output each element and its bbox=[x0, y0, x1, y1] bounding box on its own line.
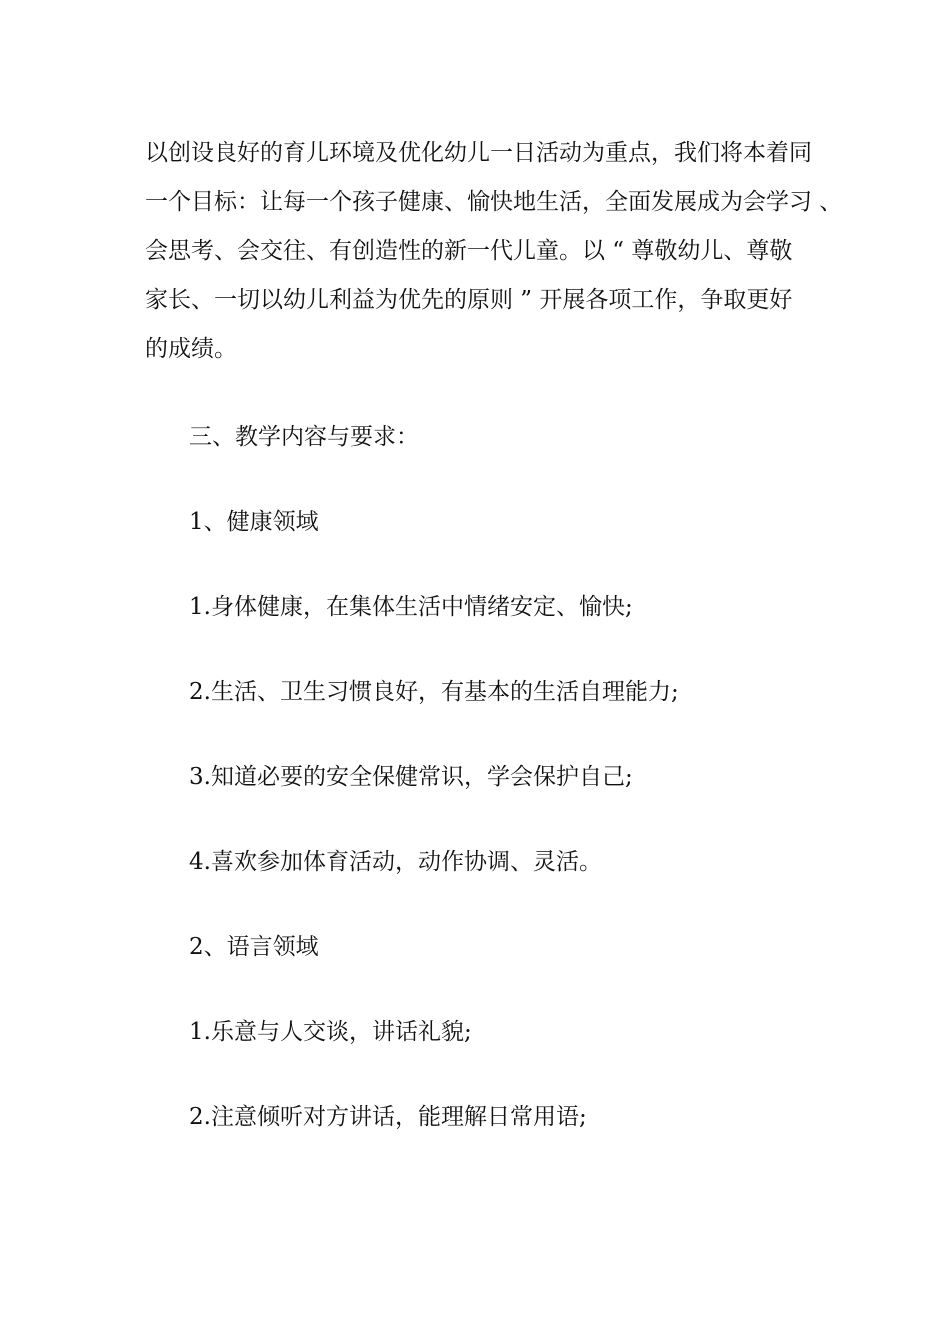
list-item: 1.身体健康，在集体生活中情绪安定、愉快; bbox=[189, 594, 633, 620]
section-heading-teaching-content: 三、教学内容与要求： bbox=[189, 424, 419, 450]
list-item: 2.生活、卫生习惯良好，有基本的生活自理能力; bbox=[189, 679, 679, 705]
intro-line-5: 的成绩。 bbox=[145, 336, 237, 362]
intro-line-3: 会思考、会交往、有创造性的新一代儿童。以 “ 尊敬幼儿、尊敬 bbox=[145, 238, 793, 264]
intro-line-1: 以创设良好的育儿环境及优化幼儿一日活动为重点，我们将本着同 bbox=[145, 140, 812, 166]
list-item: 4.喜欢参加体育活动，动作协调、灵活。 bbox=[189, 849, 602, 875]
intro-line-2: 一个目标：让每一个孩子健康、愉快地生活，全面发展成为会学习 、 bbox=[145, 189, 843, 215]
health-domain-heading: 1、健康领域 bbox=[189, 509, 319, 535]
list-item: 2.注意倾听对方讲话，能理解日常用语; bbox=[189, 1104, 587, 1130]
list-item: 1.乐意与人交谈，讲话礼貌; bbox=[189, 1019, 472, 1045]
list-item: 3.知道必要的安全保健常识，学会保护自己; bbox=[189, 764, 633, 790]
intro-line-4: 家长、一切以幼儿利益为优先的原则 ” 开展各项工作，争取更好 bbox=[145, 287, 793, 313]
language-domain-heading: 2、语言领域 bbox=[189, 934, 319, 960]
